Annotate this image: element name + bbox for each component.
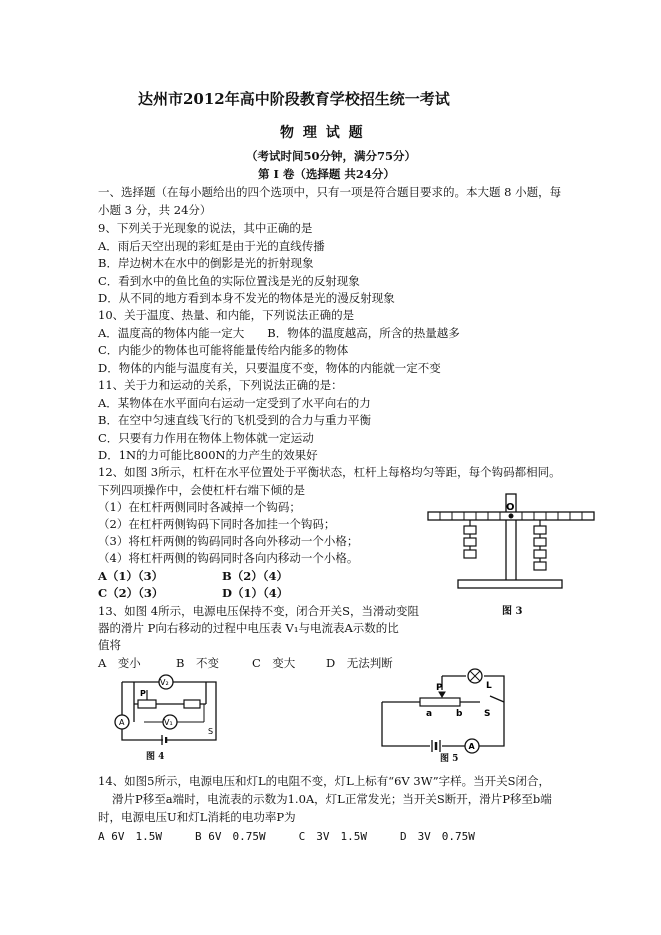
q14-stem-2: 滑片P移至a端时，电流表的示数为1.0A，灯L正常发光；当开关S断开，滑片P移至b端 [112, 792, 552, 806]
q12-stem-1: 12、如图 3所示，杠杆在水平位置处于平衡状态，杠杆上每格均匀等距，每个钩码都相同。 [98, 465, 561, 479]
q14-stem-1: 14、如图5所示，电源电压和灯L的电阻不变，灯L上标有“6V 3W”字样。当开关S闭合， [98, 774, 550, 788]
pivot-point [509, 514, 514, 519]
fixed-resistor [184, 700, 200, 708]
intro-line-1: 一、选择题（在每小题给出的四个选项中，只有一项是符合题目要求的。本大题 8 小题，每 [98, 185, 562, 199]
q12-stem-2: 下列四项操作中，会使杠杆右端下倾的是 [98, 483, 305, 497]
figure-4-label: 图 4 [146, 752, 165, 762]
q10-option-c: C．内能少的物体也可能将能量传给内能多的物体 [98, 343, 349, 357]
lever-base [458, 580, 562, 588]
q10-option-ab: A．温度高的物体内能一定大 B．物体的温度越高，所含的热量越多 [98, 326, 460, 340]
end-a-label: a [426, 709, 433, 719]
exam-title: 达州市2012年高中阶段教育学校招生统一考试 [138, 90, 450, 108]
q9-option-c: C．看到水中的鱼比鱼的实际位置浅是光的反射现象 [98, 274, 360, 288]
lamp-l-label: L [486, 681, 492, 691]
ammeter-label: A [119, 718, 125, 727]
switch-s-label: S [208, 727, 214, 736]
q10-option-d: D．物体的内能与温度有关，只要温度不变，物体的内能就一定不变 [98, 361, 441, 375]
rheostat [138, 700, 156, 708]
figure-3-label: 图 3 [502, 606, 523, 617]
q12-operation-2: （2）在杠杆两侧钩码下同时各加挂一个钩码； [98, 517, 336, 531]
q12-operation-4: （4）将杠杆两侧的钩码同时各向内移动一个小格。 [98, 551, 359, 565]
slider-p-label: P [436, 683, 443, 693]
q11-option-c: C．只要有力作用在物体上物体就一定运动 [98, 431, 314, 445]
voltmeter-v2-label: V₂ [160, 678, 169, 687]
q9-option-a: A．雨后天空出现的彩虹是由于光的直线传播 [98, 239, 325, 253]
left-weights [464, 520, 476, 558]
q9-option-b: B．岸边树木在水中的倒影是光的折射现象 [98, 256, 314, 270]
q11-option-d: D．1N的力可能比800N的力产生的效果好 [98, 448, 318, 462]
q11-option-b: B．在空中匀速直线飞行的飞机受到的合力与重力平衡 [98, 413, 371, 427]
q13-stem-2: 器的滑片 P向右移动的过程中电压表 V₁与电流表A示数的比 [98, 621, 399, 635]
ammeter-5-label: A [468, 742, 475, 751]
q12-option-a: A（1）（3） [98, 569, 164, 583]
end-b-label: b [456, 709, 463, 719]
q13-stem-1: 13、如图 4所示，电源电压保持不变，闭合开关S，当滑动变阻 [98, 604, 419, 618]
figure-5-circuit [380, 666, 510, 754]
voltmeter-v1-label: V₁ [164, 718, 173, 727]
slider-p-label: P [140, 689, 146, 698]
rheostat-ab [420, 698, 460, 706]
q13-option-d: D 无法判断 [326, 656, 393, 670]
pivot-label: O [506, 502, 515, 513]
q13-stem-3: 值将 [98, 638, 121, 652]
q13-option-b: B 不变 [176, 656, 219, 670]
q12-option-c: C（2）（3） [98, 586, 164, 600]
q12-operation-1: （1）在杠杆两侧同时各减掉一个钩码； [98, 500, 301, 514]
q11-option-a: A．某物体在水平面向右运动一定受到了水平向右的力 [98, 396, 371, 410]
q9-option-d: D．从不同的地方看到本身不发光的物体是光的漫反射现象 [98, 291, 395, 305]
q12-operation-3: （3）将杠杆两侧的钩码同时各向外移动一个小格； [98, 534, 359, 548]
q12-option-d: D（1）（4） [222, 586, 289, 600]
section-title: 第 I 卷（选择题 共24分） [258, 167, 395, 181]
exam-meta: （考试时间50分钟，满分75分） [246, 149, 417, 163]
q9-stem: 9、下列关于光现象的说法，其中正确的是 [98, 221, 313, 235]
q14-options: A 6V 1.5W B 6V 0.75W C 3V 1.5W D 3V 0.75W [98, 830, 475, 843]
q10-stem: 10、关于温度、热量、和内能，下列说法正确的是 [98, 308, 355, 322]
figure-4-circuit [104, 672, 234, 752]
q13-option-c: C 变大 [252, 656, 296, 670]
subject-title: 物 理 试 题 [280, 125, 365, 141]
q13-option-a: A 变小 [98, 656, 141, 670]
figure-5-label: 图 5 [440, 754, 459, 764]
q14-stem-3: 时，电源电压U和灯L消耗的电功率P为 [98, 810, 296, 824]
intro-line-2: 小题 3 分，共 24分） [98, 203, 212, 217]
right-weights [534, 520, 546, 570]
switch-s-label: S [484, 709, 491, 719]
q12-option-b: B（2）（4） [222, 569, 288, 583]
q11-stem: 11、关于力和运动的关系，下列说法正确的是： [98, 378, 343, 392]
